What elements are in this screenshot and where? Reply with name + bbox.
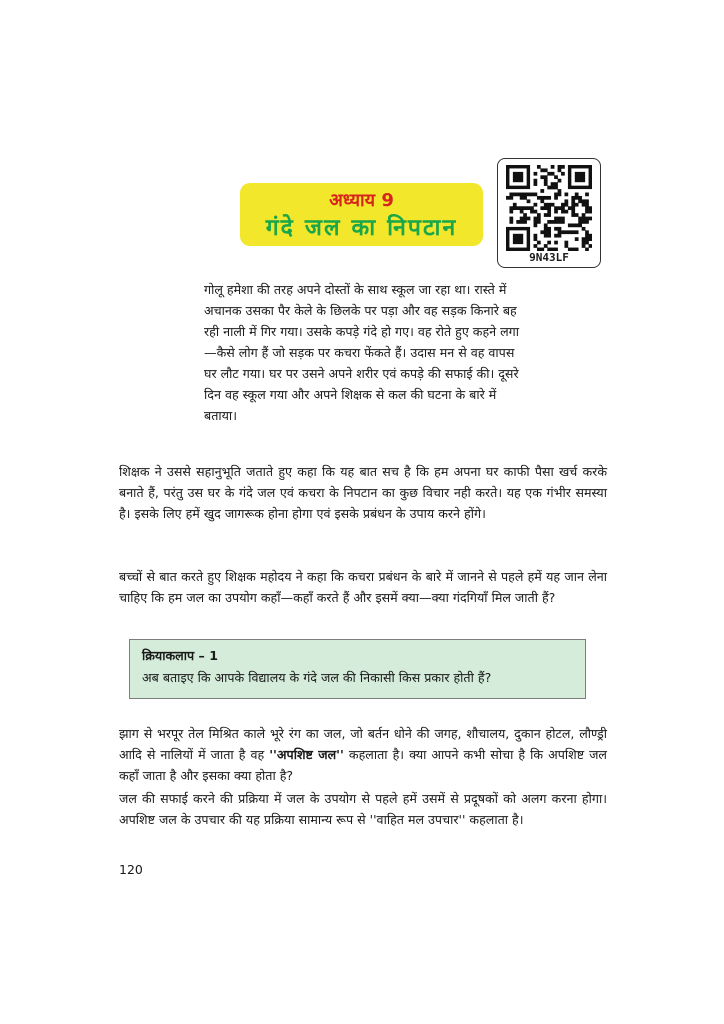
qr-code-box[interactable] xyxy=(497,158,601,268)
body-paragraph-2: बच्चों से बात करते हुए शिक्षक महोदय ने कहा कि कचरा प्रबंधन के बारे में जानने से पहले हमें यह जान लेना चाहिए कि हम जल का उपयोग कहाँ—कहाँ करते हैं और इसमें क्या—क्या गंदगियाँ मिल जाती हैं? xyxy=(119,569,607,605)
paragraph-3-text-before: झाग से भरपूर तेल मिश्रित काले भूरे रंग का जल, जो बर्तन धोने की जगह, शौचालय, दुकान होटल, लौण्ड्री आदि से नालियों में जाता है वह xyxy=(119,726,607,762)
qr-code-icon xyxy=(506,165,592,251)
qr-code-label: 9N43LF xyxy=(529,251,569,264)
body-paragraph-1: शिक्षक ने उससे सहानुभूति जताते हुए कहा कि यह बात सच है कि हम अपना घर काफी पैसा खर्च करके बनाते हैं, परंतु उस घर के गंदे जल एवं कचरा के निपटान का कुछ विचार नही करते। यह एक गंभीर समस्या है। इसके लिए हमें खुद जागरूक होना होगा एवं इसके प्रबंधन के उपाय करने होंगे। xyxy=(119,464,607,521)
body-paragraph-3 xyxy=(119,723,607,786)
body-paragraph-4: जल की सफाई करने की प्रक्रिया में जल के उपयोग से पहले हमें उसमें से प्रदूषकों को अलग करना होगा। अपशिष्ट जल के उपचार की यह प्रक्रिया सामान्य रूप से ''वाहित मल उपचार'' कहलाता है। xyxy=(119,791,607,827)
page-number: 120 xyxy=(119,862,143,877)
activity-box xyxy=(129,639,586,699)
chapter-number: अध्याय 9 xyxy=(329,190,394,211)
activity-title: क्रियाकलाप – 1 xyxy=(142,648,218,663)
wastewater-term: ''अपशिष्ट जल'' xyxy=(269,747,344,762)
activity-question: अब बताइए कि आपके विद्यालय के गंदे जल की निकासी किस प्रकार होती हैं? xyxy=(142,670,492,685)
chapter-title: गंदे जल का निपटान xyxy=(265,215,458,241)
paragraph-3-text-after: कहलाता है। क्या आपने कभी सोचा है कि अपशिष्ट जल कहाँ जाता है और इसका क्या होता है? xyxy=(119,747,607,783)
intro-paragraph: गोलू हमेशा की तरह अपने दोस्तों के साथ स्कूल जा रहा था। रास्ते में अचानक उसका पैर केले के छिलके पर पड़ा और वह सड़क किनारे बह रही नाली में गिर गया। उसके कपड़े गंदे हो गए। वह रोते हुए कहने लगा—कैसे लोग हैं जो सड़क पर कचरा फेंकते हैं। उदास मन से वह वापस घर लौट गया। घर पर उसने अपने शरीर एवं कपड़े की सफाई की। दूसरे दिन वह स्कूल गया और अपने शिक्षक से कल की घटना के बारे में बताया। xyxy=(204,282,520,423)
chapter-title-box xyxy=(240,183,483,246)
